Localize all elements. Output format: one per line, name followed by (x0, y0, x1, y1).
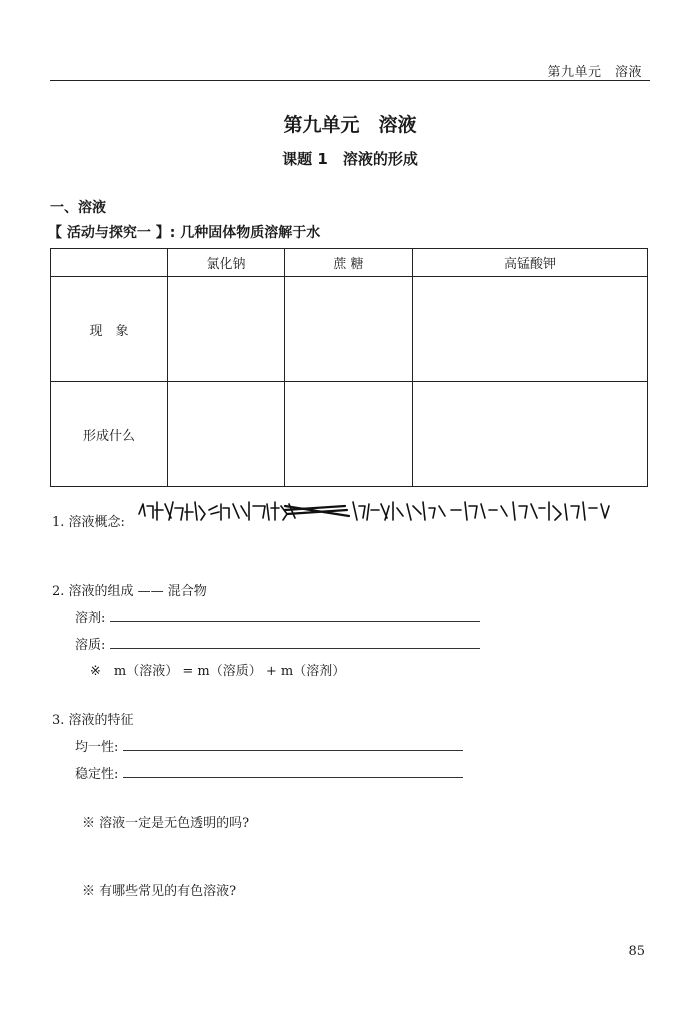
table-header-row (51, 249, 648, 277)
solvent-blank[interactable] (110, 607, 480, 622)
observation-table (50, 248, 648, 487)
table-cell[interactable] (168, 382, 285, 487)
row-label: 形成什么 (51, 382, 168, 487)
uniformity-label: 均一性: (75, 740, 119, 755)
stability-label: 稳定性: (75, 767, 119, 782)
section-heading: 一、溶液 (50, 200, 106, 216)
stability-row (75, 763, 463, 782)
solute-blank[interactable] (110, 634, 480, 649)
activity-title: 【 活动与探究一 】: 几种固体物质溶解于水 (48, 225, 321, 241)
stability-blank[interactable] (123, 763, 463, 778)
uniformity-blank[interactable] (123, 736, 463, 751)
handwritten-answer (135, 492, 615, 528)
row-label: 现 象 (51, 277, 168, 382)
table-row (51, 277, 648, 382)
running-head: 第九单元 溶液 (547, 65, 642, 80)
note-colored-solutions: ※ 有哪些常见的有色溶液? (82, 884, 237, 899)
solvent-row (75, 607, 480, 626)
table-header-cell: 氯化钠 (168, 249, 285, 277)
table-header-cell (51, 249, 168, 277)
handwriting-scribble-icon (135, 492, 615, 528)
unit-title: 第九单元 溶液 (283, 114, 417, 136)
header-rule (50, 80, 650, 81)
table-row (51, 382, 648, 487)
note-colorless: ※ 溶液一定是无色透明的吗? (82, 816, 250, 831)
q3-label: 3. 溶液的特征 (52, 713, 134, 728)
page-number: 85 (628, 944, 645, 959)
uniformity-row (75, 736, 463, 755)
table-header-cell: 高锰酸钾 (413, 249, 648, 277)
solute-label: 溶质: (75, 638, 106, 653)
table-header-cell: 蔗 糖 (285, 249, 413, 277)
mass-formula: ※ m（溶液） = m（溶质） + m（溶剂） (90, 664, 346, 679)
solute-row (75, 634, 480, 653)
solvent-label: 溶剂: (75, 611, 106, 626)
table-cell[interactable] (285, 277, 413, 382)
lesson-title: 课题 1 溶液的形成 (282, 150, 418, 168)
q1-label: 1. 溶液概念: (52, 515, 125, 530)
table-cell[interactable] (413, 277, 648, 382)
table-cell[interactable] (413, 382, 648, 487)
q2-label: 2. 溶液的组成 —— 混合物 (52, 584, 207, 599)
table-cell[interactable] (168, 277, 285, 382)
table-cell[interactable] (285, 382, 413, 487)
